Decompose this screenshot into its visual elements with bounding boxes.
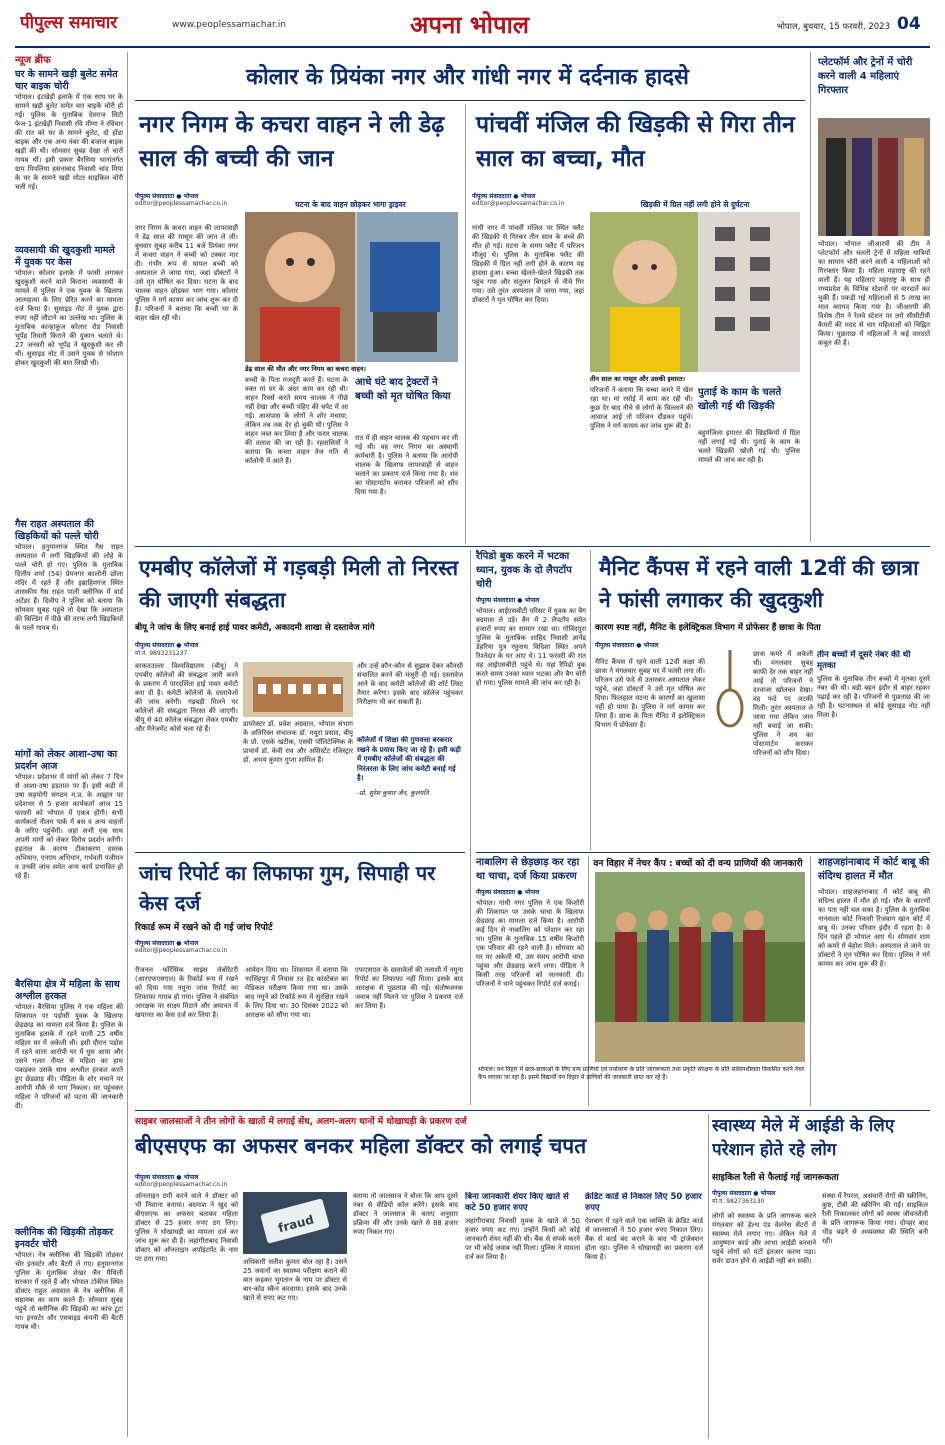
section-rule	[135, 1110, 930, 1111]
email: editor@peoplessamachar.co.in	[135, 947, 228, 954]
body-col2: डायरेक्टर डॉ. प्रवेश अग्रवाल, भोपाल संभाग के अतिरिक्त संचालक डॉ. मथुरा प्रसाद, बीयू के प्रो. एसके खटीक, एसवी पॉलिटेक्निक के प्राचार्य डॉ. केवी राव और असिस्टेंट रजिस्ट्रार डॉ. अभय कुमार गुप्ता शामिल हैं।	[243, 720, 353, 764]
byline: पीपुल्स संवाददाता ● भोपाल	[476, 597, 540, 604]
byline: पीपुल्स संवाददाता ● भोपाल	[595, 642, 659, 649]
fraud-icon	[243, 1192, 347, 1254]
photo-people-icon	[818, 118, 930, 236]
brief-item	[15, 245, 123, 513]
brief-body: भोपाल। नेत्र क्लीनिक की खिड़की तोड़कर चोर इनवर्टर और बैटरी ले गए। हनुमानगंज पुलिस के मुताबिक शेखर जैन मैथिली सरकार में रहते हैं और भोपाल टॉकीज स्थित डॉक्टर राहुल अग्रवाल के नेत्र क्लीनिक में सहायक का काम करते हैं। सोमवार सुबह पहुंचे तो क्लीनिक की खिड़की का कांच टूटा था। इनवर्टर और एसबाइड कंपनी की बैटरी गायब थी।	[15, 1251, 123, 1331]
pull-quote	[357, 736, 463, 846]
brief-title: क्लीनिक की खिड़की तोड़कर इनवर्टर चोरी	[15, 1227, 113, 1250]
column-divider	[470, 550, 471, 1105]
masthead	[0, 0, 945, 50]
website: www.peoplessamachar.in	[172, 20, 286, 30]
body-col2: परिजनों ने बताया कि बच्चा कमरे में खेल रहा था। मां रसोई में काम कर रही थी। कुछ देर बाद नीचे से लोगों के चिल्लाने की आवाज आई तो परिजन दौड़कर पहुंचे। पुलिस ने मर्ग कायम कर जांच शुरू की है।	[590, 386, 693, 430]
body-col3: बहुमंजिला इमारत की खिड़कियों में ग्रिल नहीं लगाई गई थी। पुताई के काम के चलते खिड़की खोली गई थी। पुलिस मामले की जांच कर रही है।	[698, 429, 800, 464]
story-manit-student	[595, 550, 930, 850]
photo-caption: भोपाल। वन विहार में छात्र-छात्राओं के लिए वन्य प्राणियों एवं पर्यावरण के प्रति जागरूकता तथा प्रकृति संरक्षण के प्रति संवेदनशीलता विकसित करने नेचर कैंप लगाया जा रहा है। इसमें विद्यार्थी वन विहार में प्राणियों की जानकारी प्राप्त कर रहे हैं।	[478, 1066, 805, 1081]
headline: बीएसएफ का अफसर बनकर महिला डॉक्टर को लगाई चपत	[135, 1134, 587, 1158]
headline: एमबीए कॉलेजों में गड़बड़ी मिली तो निरस्त की जाएगी संबद्धता	[139, 556, 459, 612]
photo-child-and-vehicle	[245, 212, 458, 362]
headline: स्वास्थ्य मेले में आईडी के लिए परेशान होते रहे लोग	[712, 1116, 895, 1160]
page-number: 04	[897, 14, 921, 34]
photo-children-icon	[595, 872, 805, 1062]
photo-university-building	[243, 662, 353, 717]
body-col3: एफएसएल के दस्तावेजों की तलाशी में नमूना रिपोर्ट का लिफाफा नहीं मिला। इसके बाद आरक्षक से पूछताछ की गई। संतोषजनक जवाब नहीं मिलने पर पुलिस ने प्रकरण दर्ज कर लिया है।	[355, 966, 463, 1010]
brief-item	[15, 69, 123, 239]
mobile: मो.नं. 9827363130	[712, 1198, 765, 1205]
section-rule	[135, 546, 930, 547]
brief-title: व्यवसायी की खुदकुशी मामले में युवक पर केस	[15, 245, 115, 268]
kicker: साइबर जालसाजों ने तीन लोगों के खातों में लगाई सेंध, अलग-अलग थानों में धोखाधड़ी के प्रकरण दर्ज	[135, 1117, 467, 1127]
brief-title: बैरसिया क्षेत्र में महिला के साथ अश्लील हरकत	[15, 979, 120, 1002]
body-col1: ऑनलाइन ठगी करने वाले ने डॉक्टर को भी निशाना बनाया। बदमाश ने खुद को बीएसएफ का अफसर बताकर महिला डॉक्टर से 25 हजार रुपए ठग लिए। पुलिस ने धोखाधड़ी का मामला दर्ज कर जांच शुरू कर दी है। जहांगीराबाद निवासी डॉक्टर को ऑनलाइन अपॉइंटमेंट के नाम पर ठगा गया।	[135, 1192, 238, 1263]
brief-item	[15, 749, 123, 973]
story-window-fall	[472, 104, 802, 544]
body-col3: और उन्हें कौन-कौन से सुझाव देकर कौनसी संचालित करने की मंजूरी दी गई। दस्तावेज आने के बाद कमेटी कॉलेजों की शॉर्ट लिस्ट तैयार करेगा। इसके बाद कॉलेज पहुंचकर निरीक्षण भी कर सकती है।	[357, 662, 463, 706]
headline: जांच रिपोर्ट का लिफाफा गुम, सिपाही पर केस दर्ज	[139, 861, 436, 915]
body-col1: रीजनल फॉरेंसिक साइंस लेबोरेटरी (आरएफएसएल) के रिकॉर्ड रूम में रखने को दिया गया नमूना जांच रिपोर्ट का लिफाफा गायब हो गया। पुलिस ने संबंधित आरक्षक पर साक्ष्य मिटाने और अमानत में खयानत का केस दर्ज कर लिया है।	[135, 966, 238, 1019]
body-col1: लोगों को स्वास्थ्य के प्रति जागरूक करने मंगलवार को हेल्थ एंड वेलनेस सेंटरों में स्वास्थ्य मेले लगाए गए। लेकिन मेले में आयुष्मान कार्ड और आभा आईडी बनवाने पहुंचे लोगों को घंटों इंतजार करना पड़ा। सर्वर डाउन होने से आईडी नहीं बन सकीं।	[712, 1212, 816, 1265]
photo-caption: तीन साल का मासूम और उसकी इमारत।	[590, 375, 686, 383]
side-body: जहांगीराबाद निवासी युवक के खाते से 50 हजार रुपए कट गए। उन्होंने किसी को कोई जानकारी शेयर नहीं की थी। बैंक से संपर्क करने पर भी कोई जवाब नहीं मिला। पुलिस ने मामला दर्ज कर लिया है।	[465, 1217, 580, 1261]
byline: पीपुल्स संवाददाता ● भोपाल	[135, 940, 199, 947]
story-garbage-vehicle	[135, 104, 460, 544]
email: editor@peoplessamachar.co.in	[472, 200, 565, 207]
deck: रिकार्ड रूम में रखने को दी गई जांच रिपोर्ट	[135, 923, 273, 933]
headline: पांचवीं मंजिल की खिड़की से गिरा तीन साल का बच्चा, मौत	[476, 112, 795, 172]
top-banner: कोलार के प्रियंका नगर और गांधी नगर में दर्दनाक हादसे	[246, 65, 689, 90]
body-col1: नगर निगम के कचरा वाहन की लापरवाही ने डेढ़ साल की मासूम की जान ले ली। बुधवार सुबह करीब 11 बजे प्रियंका नगर में कचरा वाहन ने बच्ची को टक्कर मार दी। गंभीर रूप से घायल बच्ची को अस्पताल ले जाया गया, जहां डॉक्टरों ने उसे मृत घोषित कर दिया। घटना के बाद चालक वाहन छोड़कर भाग गया। कोलार पुलिस ने मर्ग कायम कर जांच शुरू कर दी है। परिजनों ने बताया कि बच्ची घर के बाहर खेल रही थी।	[135, 224, 238, 322]
byline: पीपुल्स संवाददाता ● भोपाल	[476, 889, 540, 896]
noose-icon	[710, 650, 750, 730]
section-rule	[135, 852, 465, 853]
paper-logo	[20, 10, 170, 40]
svg-text:fraud: fraud	[276, 1212, 316, 1236]
body: भोपाल। गांधी नगर पुलिस ने एक किशोरी की शिकायत पर उसके चाचा के खिलाफ छेड़छाड़ का मामला दर्ज किया है। आरोपी कई दिन से नाबालिग को परेशान कर रहा था। पुलिस के मुताबिक 15 वर्षीय किशोरी एक परिवार की रहने वाली है। सोमवार को घर पर अकेली थी, उस समय आरोपी चाचा पहुंचा और छेड़छाड़ करने लगा। पीड़िता ने किसी तरह परिजनों को जानकारी दी। परिजनों ने थाने पहुंचकर रिपोर्ट दर्ज कराई।	[476, 899, 584, 988]
sidebar-box	[817, 650, 930, 848]
brief-body: भोपाल। हनुमानगंज स्थित गैस राहत अस्पताल में लगी खिड़कियों की लोहे के पल्ले चोरी हो गए। पुलिस के मुताबिक दिलीप शर्मा (54) प्रेमनगर कालोनी छोला मंदिर में रहते हैं और इब्राहिमगंज स्थित शासकीय गैस राहत पाली क्लीनिक में वार्ड अटेंडर हैं। दिलीप ने पुलिस को बताया कि सोमवार सुबह पहुंचे तो देखा कि अस्पताल की बिल्डिंग में पीछे की तरफ लगी खिड़कियों के पल्ले गायब थे।	[15, 543, 123, 632]
photo-title: खिड़की में ग्रिल नहीं लगी होने से दुर्घटना	[640, 200, 750, 209]
byline: पीपुल्स संवाददाता ● भोपाल	[712, 1190, 776, 1197]
body-col2: संस्था में रैपरल, असंचारी रोगों की स्क्रीनिंग, कुष्ठ, टीबी की स्क्रीनिंग की गई। साइकिल रैली निकालकर लोगों को स्वस्थ जीवनशैली के प्रति जागरूक किया गया। दोपहर बाद भीड़ बढ़ने से अव्यवस्था की स्थिति बनी रही।	[822, 1192, 928, 1245]
column-divider	[465, 104, 466, 544]
body-col2: अधिकारी सतीश कुमार बोल रहा है। उसने 25 जवानों का स्वास्थ्य परीक्षण कराने की बात कहकर भुगतान के नाम पर डॉक्टर से बार-कोड स्कैन करवाया। इसके बाद उनके खाते से रुपए कट गए।	[243, 1258, 347, 1302]
photo-fraud-illustration	[243, 1192, 347, 1254]
headline: शाहजहांनाबाद में कोर्ट बाबू की संदिग्ध हालत में मौत	[818, 857, 930, 882]
story-mba-colleges	[135, 550, 465, 850]
body-col1: गांधी नगर में पांचवीं मंजिल पर स्थित फ्लैट की खिड़की से गिरकर तीन साल के बच्चे की मौत हो गई। घटना के समय फ्लैट में परिजन मौजूद थे। पुलिस के मुताबिक फ्लैट की खिड़की में ग्रिल नहीं लगी होने के कारण यह हादसा हुआ। बच्चा खेलते-खेलते खिड़की तक पहुंच गया और संतुलन बिगड़ने से नीचे गिर गया। उसे तुरंत अस्पताल ले जाया गया, जहां डॉक्टरों ने मृत घोषित कर दिया।	[472, 224, 584, 304]
body-col2: छात्रा कमरे में अकेली थी। मंगलवार सुबह काफी देर तक बाहर नहीं आई तो परिजनों ने दरवाजा खोलकर देखा। वह फंदे पर लटकी मिली। तुरंत अस्पताल ले जाया गया लेकिन जान नहीं बचाई जा सकी। पुलिस ने शव का पोस्टमार्टम कराकर परिजनों को सौंप दिया।	[753, 650, 813, 757]
byline: पीपुल्स संवाददाता ● भोपाल	[135, 193, 199, 200]
body: भोपाल। आईएसबीटी परिसर में युवक का बैग बदमाश ले उड़े। बैग में 2 लैपटॉप समेत हजारों रुपए का सामान रखा था। गोविंदपुरा पुलिस के मुताबिक शाहिद निवासी ज्ञानेंद्र डेहरिया पुत्र रघुनाथ विदिशा स्थित अपने रिश्तेदार के घर आए थे। 11 फरवरी की रात वह आईएसबीटी पहुंचे थे। यहां रैपिडो बुक करते समय उनका ध्यान भटका और बैग चोरी हो गया। पुलिस मामले की जांच कर रही है।	[476, 607, 586, 687]
body-col1: मैनिट कैंपस में रहने वाली 12वीं कक्षा की छात्रा ने मंगलवार सुबह घर में फांसी लगा ली। परिजन उसे फंदे से उतारकर अस्पताल लेकर पहुंचे, जहां डॉक्टरों ने उसे मृत घोषित कर दिया। फिलहाल घटना के कारणों का खुलासा नहीं हो पाया है। पुलिस ने मर्ग कायम कर लिया है। छात्रा के पिता मैनिट में इलेक्ट्रिकल विभाग में प्रोफेसर हैं।	[595, 658, 705, 729]
brief-item	[15, 519, 123, 743]
masthead-rule	[15, 46, 930, 48]
photo-arrested-women	[818, 118, 930, 236]
sidebar-shares	[465, 1192, 580, 1437]
headline: नगर निगम के कचरा वाहन ने ली डेढ़ साल की बच्ची की जान	[139, 112, 445, 172]
side-body: पुलिस के मुताबिक तीन बच्चों में मृतका दूसरे नंबर की थी। बड़ी बहन इंदौर से बाहर रहकर पढ़ाई कर रही है। परिजनों से पूछताछ की जा रही है। घटनास्थल से कोई सुसाइड नोट नहीं मिला है।	[817, 675, 930, 719]
brief-item	[15, 1227, 123, 1371]
side-title: बिना जानकारी शेयर किए खाते से कटे 50 हजार रुपए	[465, 1192, 569, 1213]
subhead: आधे घंटे बाद ट्रेक्टरों ने बच्ची को मृत घोषित किया	[355, 377, 451, 402]
body: भोपाल। शाहजहांनाबाद में कोर्ट बाबू की संदिग्ध हालत में मौत हो गई। मौत के कारणों का पता नहीं चल सका है। पुलिस के मुताबिक नानवाला कोर्ट निवासी रिजवान खान कोर्ट में बाबू थे। उनका परिवार इंदौर में रहता है। वे दिन पहले ही भोपाल आए थे। सोमवार शाम को कमरे में बेहोश मिले। अस्पताल ले जाने पर डॉक्टरों ने मृत घोषित कर दिया। पुलिस ने मर्ग कायम कर जांच शुरू की है।	[818, 888, 930, 968]
email: editor@peoplessamachar.co.in	[135, 200, 228, 207]
photo-noose	[710, 650, 750, 730]
paper-name: पीपुल्स समाचार	[20, 13, 118, 33]
brief-body: भोपाल। इंटखेड़ी इलाके में एक साथ घर के सामने खड़ी बुलेट समेत चार बाइकें चोरी हो गईं। पुलिस के मुताबिक देवराज सिटी फेज-1 इंटखेड़ी निवासी रवि मीणा ने रविवार की रात को घर के सामने बुलेट, दो होंडा बाइक और एक अन्य नंबर की बजाज बाइक खड़ी की थी। सोमवार सुबह देखा तो चारों गायब थीं। इसी प्रकार बैरसिया थानांतर्गत ग्राम पिपलिया हसनाबाद निवासी चांद मियां के घर के सामने खड़ी मोटर साइकिल चोरी चली गई।	[15, 93, 123, 191]
side-title: तीन बच्चों में दूसरे नंबर की थी मृतका	[817, 650, 911, 671]
column-divider	[810, 52, 811, 542]
quote-text: कॉलेजों में शिक्षा की गुणवत्ता बरकरार रखने के प्रयास किए जा रहे हैं। इसी कड़ी में एमबीए कॉलेजों की संबद्धता की निरंतरता के लिए जांच कमेटी बनाई गई है।	[357, 736, 461, 782]
dateline: भोपाल, बुधवार, 15 फरवरी, 2023	[776, 22, 890, 32]
headline: मैनिट कैंपस में रहने वाली 12वीं की छात्रा ने फांसी लगाकर की खुदकुशी	[599, 556, 919, 612]
byline: पीपुल्स संवाददाता ● भोपाल	[472, 193, 536, 200]
photo-title: घटना के बाद वाहन छोड़कर भागा ड्राइवर	[295, 200, 406, 209]
headline: नाबालिग से छेड़छाड़ कर रहा था चाचा, दर्ज किया प्रकरण	[476, 857, 580, 882]
story-cyber-fraud	[135, 1114, 705, 1439]
body-col3: रात में ही वाहन चालक की पहचान कर ली गई थी। वह नगर निगम का अस्थायी कर्मचारी है। पुलिस ने बताया कि आरोपी चालक के खिलाफ लापरवाही से वाहन चलाने का प्रकरण दर्ज किया गया है। शव का पोस्टमार्टम कराकर परिजनों को सौंप दिया गया है।	[355, 434, 458, 496]
deck: साइकिल रैली से फैलाई गई जागरूकता	[712, 1173, 839, 1183]
column-divider	[810, 856, 811, 1106]
deck: कारण स्पष्ट नहीं, मैनिट के इलेक्ट्रिकल विभाग में प्रोफेसर हैं छात्रा के पिता	[595, 623, 821, 633]
brief-body: भोपाल। बैरसिया पुलिस ने एक महिला की शिकायत पर पड़ोसी युवक के खिलाफ छेड़छाड़ का मामला दर्ज किया है। पुलिस के मुताबिक इलाके में रहने वाली 25 वर्षीय महिला घर में अकेली थी। इसी दौरान पड़ोस में रहने वाला आरोपी घर में घुस आया और उसने गलत नीयत से महिला का हाथ पकड़कर उसके साथ अश्लील हरकत करते हुए छेड़छाड़ की। पीड़िता के शोर मचाने पर आरोपी मौके से भाग निकला। घर पहुंचकर महिला ने परिजनों को घटना की जानकारी दी।	[15, 1003, 123, 1110]
byline: पीपुल्स संवाददाता ● भोपाल	[135, 642, 199, 649]
photo-title: वन विहार में नेचर कैंप : बच्चों को दी वन्य प्राणियों की जानकारी	[593, 859, 803, 869]
byline: पीपुल्स संवाददाता ● भोपाल	[135, 1174, 199, 1181]
story-court-clerk	[818, 856, 930, 1106]
side-title: क्रेडिट कार्ड से निकाल लिए 50 हजार रुपए	[585, 1192, 702, 1213]
brief-title: मांगों को लेकर आशा-उषा का प्रदर्शन आज	[15, 749, 118, 772]
banner-rule	[135, 100, 805, 101]
section-rule	[476, 852, 930, 853]
photo-children-nature-camp	[595, 872, 805, 1062]
photo-boy-icon	[590, 212, 800, 372]
quote-author: -प्रो. सुरेश कुमार जैन, कुलपति	[357, 788, 429, 797]
subhead: पुताई के काम के चलते खोली गई थी खिड़की	[698, 387, 782, 412]
news-brief-column	[15, 52, 123, 1437]
sidebar-credit-card	[585, 1192, 703, 1437]
story-health-fair	[712, 1114, 930, 1439]
body-col1: बरकतउल्ला विश्वविद्यालय (बीयू) ने एमबीए कॉलेजों की संबद्धता जारी करने के प्रकरण में पारदर्शिता हाई पावर कमेटी बना दी है। कमेटी कॉलेजों के दस्तावेजों की जांच करेगी। गड़बड़ी मिलने पर कॉलेजों की संबद्धता निरस्त की जाएगी। बीयू से 40 कॉलेज संबद्धता लेकर एमबीए और मैनेजमेंट कोर्स चला रहे हैं।	[135, 662, 238, 733]
photo-boy-and-building	[590, 212, 800, 372]
email: editor@peoplessamachar.co.in	[135, 1181, 228, 1188]
photo-child-icon	[245, 212, 458, 362]
body-col2: आवेदन दिया था। शिकायत में बताया कि नरसिंहपुर में निवास रत हेड कांस्टेबल का मेडिकल परीक्षण किया गया था। उसके बाद नमूने को रिकॉर्ड रूम में सुरक्षित रखने के लिए दिया था। 30 दिसंबर 2022 को आरक्षक को सौंपा गया था।	[245, 966, 348, 1019]
brief-body: भोपाल। प्रदेशभर में मांगों को लेकर 7 दिन से आशा-उषा हड़ताल पर हैं। इसी कड़ी में उषा सहयोगी संगठन म.प्र. के आह्वान पर प्रदेशभर से 5 हजार कार्यकर्ता आज 15 फरवरी को भोपाल में एकत्र होंगी। सभी कार्यकर्ता नीलम पार्क में बस व अन्य वाहनों के जरिए पहुंचेंगी। जहां सभी एक साथ अपनी मांगों को लेकर विरोध प्रदर्शन करेंगी। हड़ताल के कारण टीकाकरण दस्तक अभियान, एनएम अभियान, गर्भवती पंजीयन व उनकी जांच समेत अन्य कार्य प्रभावित हो रहे हैं।	[15, 773, 123, 880]
brief-label: न्यूज ब्रीफ	[15, 55, 51, 66]
story-report-envelope	[135, 856, 465, 1106]
brief-body: भोपाल। कोलार इलाके में फांसी लगाकर खुदकुशी करने वाले किराना व्यवसायी के मामले में पुलिस ने एक युवक के खिलाफ आत्महत्या के लिए प्रेरित करने का मामला दर्ज किया है। सुसाइड नोट में युवक द्वारा रुपए नहीं लौटाने का उल्लेख था। पुलिस के मुताबिक कान्हाकुंज कोलार रोड निवासी भूपेंद्र तिवारी किराने की दुकान चलाते थे। 27 जनवरी को भूपेंद्र ने खुदकुशी कर ली थी। सुसाइड नोट में उसने युवक से परेशान होकर खुदकुशी की बात लिखी थी।	[15, 269, 123, 367]
body-col3: बताया तो जालसाज ने बोला कि आप दूसरे नंबर से वीडियो कॉल करेंगे। इसके बाद डॉक्टर ने जालसाज के बताए अनुसार प्रक्रिया की और उनके खाते से 88 हजार रुपए निकल गए।	[353, 1192, 458, 1236]
mobile: मो.नं. 9893231237	[135, 650, 188, 657]
section-title: अपना भोपाल	[410, 10, 530, 39]
brief-item	[15, 979, 123, 1221]
brief-title: घर के सामने खड़ी बुलेट समेत चार बाइक चोरी	[15, 69, 118, 92]
brief-title: गैस राहत अस्पताल की खिड़कियों को पल्ले चोरी	[15, 519, 99, 542]
headline: रैपिडो बुक करने में भटका ध्यान, युवक के दो लैपटॉप चोरी	[476, 551, 572, 590]
column-divider	[708, 1114, 709, 1439]
column-divider	[127, 52, 128, 1437]
headline: प्लेटफॉर्म और ट्रेनों में चोरी करने वाली 4 महिलाएं गिरफ्तार	[818, 57, 913, 96]
story-rail-theft	[818, 56, 930, 542]
deck: बीयू ने जांच के लिए बनाई हाई पावर कमेटी, अकादमी शाखा से दस्तावेज मांगे	[135, 623, 375, 633]
story-laptop-theft	[476, 550, 586, 850]
body-col2: बच्ची के पिता मजदूरी करते हैं। घटना के वक्त मां घर के अंदर काम कर रही थी। वाहन रिवर्स करते समय चालक ने पीछे नहीं देखा और बच्ची पहिए की चपेट में आ गई। आसपास के लोगों ने शोर मचाया, लेकिन तब तक देर हो चुकी थी। पुलिस ने वाहन जब्त कर लिया है और फरार चालक की तलाश की जा रही है। रहवासियों ने बताया कि कचरा वाहन तेज गति से कॉलोनी में आते हैं।	[245, 376, 348, 465]
column-divider	[590, 550, 591, 850]
building-icon	[243, 662, 353, 717]
body: भोपाल। भोपाल जीआरपी की टीम ने प्लेटफॉर्म और चलती ट्रेनों में महिला यात्रियों का सामान चोरी करने वाली 4 महिलाओं को गिरफ्तार किया है। महिला महाराष्ट्र की रहने वाली हैं। यह महिलाएं महाराष्ट्र के साथ ही मध्यप्रदेश के विभिन्न स्टेशनों पर वारदातें कर चुकी हैं। पकड़ी गई महिलाओं से 5 लाख का माल बरामद किया गया है। जीआरपी की विशेष टीम ने रेलवे स्टेशन पर लगे सीसीटीवी कैमरों की मदद से चार महिलाओं को चिह्नित किया। पूछताछ में महिलाओं ने कई वारदातें कबूल की हैं।	[818, 240, 930, 347]
side-body: ऐशबाग में रहने वाले एक व्यक्ति के क्रेडिट कार्ड से जालसाजों ने 50 हजार रुपए निकाल लिए। बैंक से कार्ड बंद कराने के बाद भी ट्रांजेक्शन होता रहा। पुलिस ने धोखाधड़ी का प्रकरण दर्ज किया है।	[585, 1217, 703, 1261]
photo-caption: डेढ़ साल की मौत और नगर निगम का कचरा वाहन।	[245, 365, 366, 373]
